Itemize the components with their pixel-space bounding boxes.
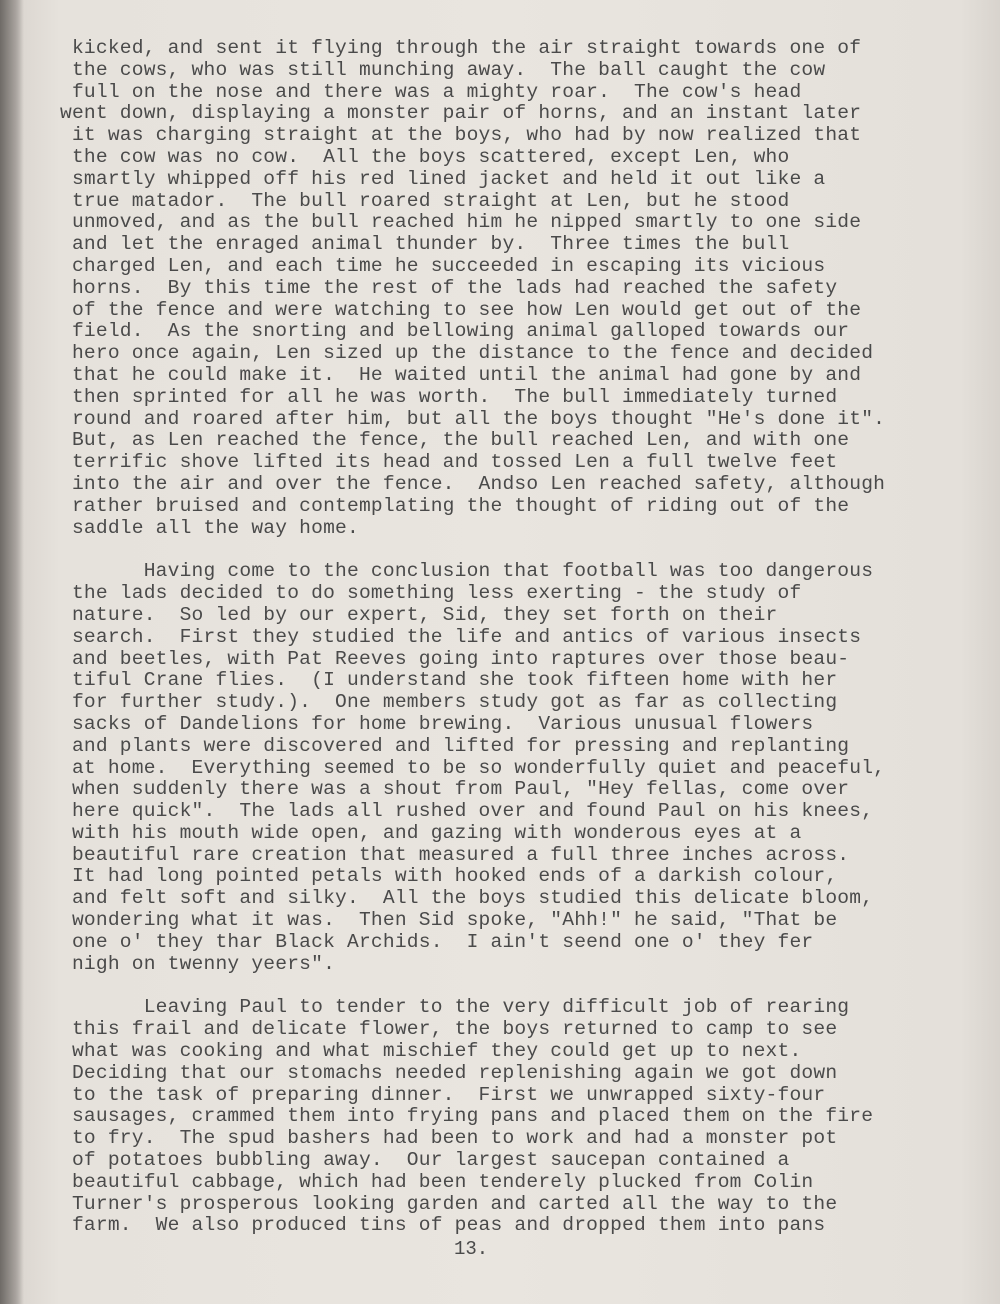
text-line: tiful Crane flies. (I understand she took fifteen home with her (60, 669, 838, 692)
text-line: rather bruised and contemplating the thought of riding out of the (60, 494, 850, 517)
text-line: with his mouth wide open, and gazing with wonderous eyes at a (60, 821, 802, 844)
paragraph-gap (60, 975, 980, 997)
text-line: unmoved, and as the bull reached him he nipped smartly to one side (60, 211, 862, 234)
text-line: here quick". The lads all rushed over and found Paul on his knees, (60, 800, 874, 823)
text-line: of potatoes bubbling away. Our largest saucepan contained a (60, 1149, 790, 1172)
body-text (60, 38, 980, 1237)
text-line: Deciding that our stomachs needed replenishing again we got down (60, 1061, 838, 1084)
text-line: and felt soft and silky. All the boys studied this delicate bloom, (60, 887, 874, 910)
text-line: full on the nose and there was a mighty roar. The cow's head (60, 80, 802, 103)
text-line: charged Len, and each time he succeeded in escaping its vicious (60, 254, 826, 277)
text-line: the cows, who was still munching away. The ball caught the cow (60, 58, 826, 81)
text-line: into the air and over the fence. Andso Len reached safety, although (60, 472, 886, 495)
text-line: horns. By this time the rest of the lads had reached the safety (60, 276, 838, 299)
text-line: Turner's prosperous looking garden and carted all the way to the (60, 1192, 838, 1215)
paragraph-bull (60, 38, 980, 539)
text-line: farm. We also produced tins of peas and dropped them into pans (60, 1214, 826, 1237)
text-line: and let the enraged animal thunder by. Three times the bull (60, 233, 790, 256)
text-line: beautiful cabbage, which had been tenderely plucked from Colin (60, 1170, 814, 1193)
text-line: to fry. The spud bashers had been to work and had a monster pot (60, 1127, 838, 1150)
text-line: true matador. The bull roared straight at Len, but he stood (60, 189, 790, 212)
text-line: Having come to the conclusion that football was too dangerous (60, 560, 874, 583)
text-line: the lads decided to do something less exerting - the study of (60, 582, 802, 605)
text-line: what was cooking and what mischief they could get up to next. (60, 1040, 802, 1063)
text-line: smartly whipped off his red lined jacket and held it out like a (60, 167, 826, 190)
text-line: field. As the snorting and bellowing animal galloped towards our (60, 320, 850, 343)
text-line: and beetles, with Pat Reeves going into raptures over those beau- (60, 647, 850, 670)
text-line: saddle all the way home. (60, 516, 359, 539)
text-line: went down, displaying a monster pair of horns, and an instant later (60, 102, 862, 125)
text-line: and plants were discovered and lifted for pressing and replanting (60, 734, 850, 757)
text-line: of the fence and were watching to see how Len would get out of the (60, 298, 862, 321)
text-line: beautiful rare creation that measured a full three inches across. (60, 843, 850, 866)
text-line: sausages, crammed them into frying pans and placed them on the fire (60, 1105, 874, 1128)
text-line: that he could make it. He waited until the animal had gone by and (60, 363, 862, 386)
text-line: when suddenly there was a shout from Paul, "Hey fellas, come over (60, 778, 850, 801)
text-line: for further study.). One members study got as far as collecting (60, 691, 838, 714)
text-line: at home. Everything seemed to be so wonderfully quiet and peaceful, (60, 756, 886, 779)
paragraph-gap (60, 539, 980, 561)
text-line: hero once again, Len sized up the distance to the fence and decided (60, 342, 874, 365)
text-line: Leaving Paul to tender to the very difficult job of rearing (60, 996, 850, 1019)
text-line: search. First they studied the life and antics of various insects (60, 625, 862, 648)
paragraph-dinner (60, 997, 980, 1237)
text-line: But, as Len reached the fence, the bull reached Len, and with one (60, 429, 850, 452)
text-line: It had long pointed petals with hooked ends of a darkish colour, (60, 865, 838, 888)
text-line: nature. So led by our expert, Sid, they set forth on their (60, 603, 778, 626)
text-line: wondering what it was. Then Sid spoke, "Ahh!" he said, "That be (60, 909, 838, 932)
text-line: round and roared after him, but all the boys thought "He's done it". (60, 407, 886, 430)
text-line: kicked, and sent it flying through the air straight towards one of (60, 37, 862, 59)
text-line: it was charging straight at the boys, who had by now realized that (60, 124, 862, 147)
text-line: then sprinted for all he was worth. The bull immediately turned (60, 385, 838, 408)
text-line: the cow was no cow. All the boys scattered, except Len, who (60, 145, 790, 168)
page-number: 13. (454, 1238, 489, 1260)
text-line: sacks of Dandelions for home brewing. Various unusual flowers (60, 712, 814, 735)
text-line: nigh on twenny yeers". (60, 952, 336, 975)
paragraph-nature (60, 561, 980, 975)
text-line: to the task of preparing dinner. First we unwrapped sixty-four (60, 1083, 826, 1106)
text-line: terrific shove lifted its head and tossed Len a full twelve feet (60, 451, 838, 474)
page-binding-shadow (0, 0, 24, 1304)
text-line: this frail and delicate flower, the boys returned to camp to see (60, 1018, 838, 1041)
text-line: one o' they thar Black Archids. I ain't seend one o' they fer (60, 930, 814, 953)
